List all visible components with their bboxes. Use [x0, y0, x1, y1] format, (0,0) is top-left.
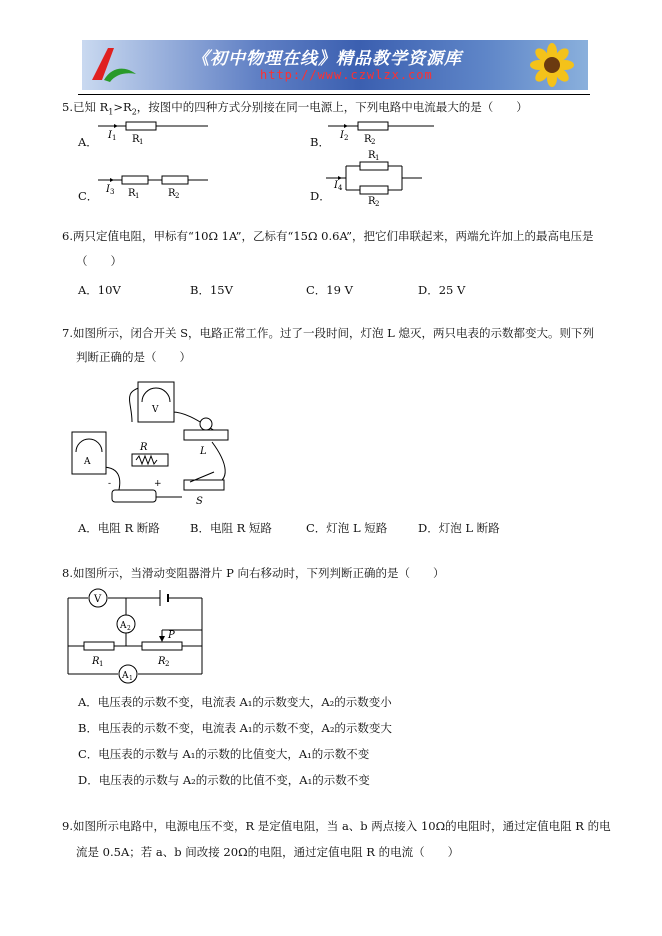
q6-stem: 6.两只定值电阻，甲标有“10Ω 1A”，乙标有“15Ω 0.6A”，把它们串联起来，两端允许加上的最高电压是 [62, 229, 594, 243]
svg-text:1: 1 [139, 138, 144, 146]
svg-text:R: R [368, 196, 376, 207]
svg-text:P: P [168, 630, 175, 641]
svg-text:-: - [108, 479, 112, 489]
q6-option-c: C．19 V [306, 283, 353, 297]
svg-text:A: A [122, 671, 129, 681]
bulb-icon [200, 418, 212, 430]
q7-stem-line1: 7.如图所示，闭合开关 S，电路正常工作。过了一段时间，灯泡 L 熄灭，两只电表的示数都变大。则下列 [62, 326, 594, 340]
svg-text:R: R [368, 150, 376, 161]
svg-text:I: I [340, 130, 344, 141]
svg-text:R: R [128, 188, 136, 199]
banner-url: http://www.czwlzx.com [260, 68, 433, 82]
svg-text:V: V [152, 405, 159, 415]
svg-text:R: R [140, 442, 148, 453]
svg-text:2: 2 [165, 660, 170, 668]
battery-icon [112, 490, 156, 502]
svg-text:R: R [92, 656, 100, 667]
svg-text:L: L [200, 446, 207, 457]
q8-option-c: C．电压表的示数与 A₁的示数的比值变大，A₁的示数不变 [78, 747, 370, 761]
q8-circuit-figure [62, 586, 212, 690]
q5-stem: 5.已知 $R_1>R_2$，按图中的四种方式分别接在同一电源上，下列电路中电流最大的是（ ） [62, 100, 528, 117]
q8-option-b: B．电压表的示数不变，电流表 A₁的示数不变，A₂的示数变大 [78, 721, 392, 735]
q7-option-d: D．灯泡 L 断路 [418, 521, 500, 535]
svg-text:+: + [154, 479, 162, 489]
svg-text:R: R [132, 134, 140, 145]
svg-text:R: R [168, 188, 176, 199]
svg-text:A: A [120, 621, 127, 631]
q8-option-d: D．电压表的示数与 A₂的示数的比值不变，A₁的示数不变 [78, 773, 370, 787]
q5-option-a: A． [78, 135, 98, 149]
svg-text:2: 2 [175, 192, 180, 200]
svg-text:1: 1 [112, 134, 117, 142]
svg-text:I: I [106, 184, 110, 195]
q7-option-b: B．电阻 R 短路 [190, 521, 272, 535]
q7-stem-line2: 判断正确的是（ ） [76, 350, 191, 364]
q7-circuit-figure [62, 372, 242, 510]
q8-option-a: A．电压表的示数不变，电流表 A₁的示数变大，A₂的示数变小 [78, 695, 392, 709]
q5-circuit-c [96, 168, 216, 200]
q9-stem-line2: 流是 0.5A；若 a、b 间改接 20Ω的电阻，通过定值电阻 R 的电流（ ） [76, 845, 460, 859]
svg-text:2: 2 [375, 200, 380, 208]
q5-option-c: C． [78, 189, 99, 203]
ammeter-icon [72, 432, 106, 474]
svg-text:R: R [158, 656, 166, 667]
svg-text:4: 4 [338, 184, 343, 192]
svg-text:1: 1 [99, 660, 104, 668]
svg-text:2: 2 [371, 138, 376, 146]
q7-option-c: C．灯泡 L 短路 [306, 521, 388, 535]
q6-option-a: A．10V [78, 283, 121, 297]
svg-text:3: 3 [110, 188, 115, 196]
svg-text:1: 1 [375, 154, 380, 162]
logo-icon [86, 44, 142, 86]
q6-option-d: D．25 V [418, 283, 466, 297]
svg-text:2: 2 [344, 134, 349, 142]
svg-text:I: I [108, 130, 112, 141]
q5-circuit-d [326, 148, 426, 208]
svg-text:R: R [364, 134, 372, 145]
q7-option-a: A．电阻 R 断路 [78, 521, 160, 535]
svg-text:S: S [196, 496, 203, 507]
q5-circuit-b [326, 114, 446, 146]
q5-circuit-a [96, 114, 216, 146]
header-banner [82, 40, 588, 90]
q5-option-b: B． [310, 135, 330, 149]
svg-text:V: V [94, 594, 102, 605]
svg-text:A: A [84, 457, 91, 467]
svg-text:1: 1 [135, 192, 140, 200]
q8-stem: 8.如图所示，当滑动变阻器滑片 P 向右移动时，下列判断正确的是（ ） [62, 566, 445, 580]
q6-option-b: B．15V [190, 283, 233, 297]
sunflower-icon [522, 42, 582, 88]
header-rule [78, 94, 590, 95]
svg-text:1: 1 [129, 675, 133, 682]
q6-paren: （ ） [76, 254, 122, 268]
banner-title: 《初中物理在线》精品教学资源库 [192, 49, 462, 69]
q5-option-d: D． [310, 189, 331, 203]
q9-stem-line1: 9.如图所示电路中，电源电压不变，R 是定值电阻，当 a、b 两点接入 10Ω的电阻时，通过定值电阻 R 的电 [62, 819, 611, 833]
svg-text:I: I [334, 180, 338, 191]
svg-text:2: 2 [127, 625, 131, 632]
